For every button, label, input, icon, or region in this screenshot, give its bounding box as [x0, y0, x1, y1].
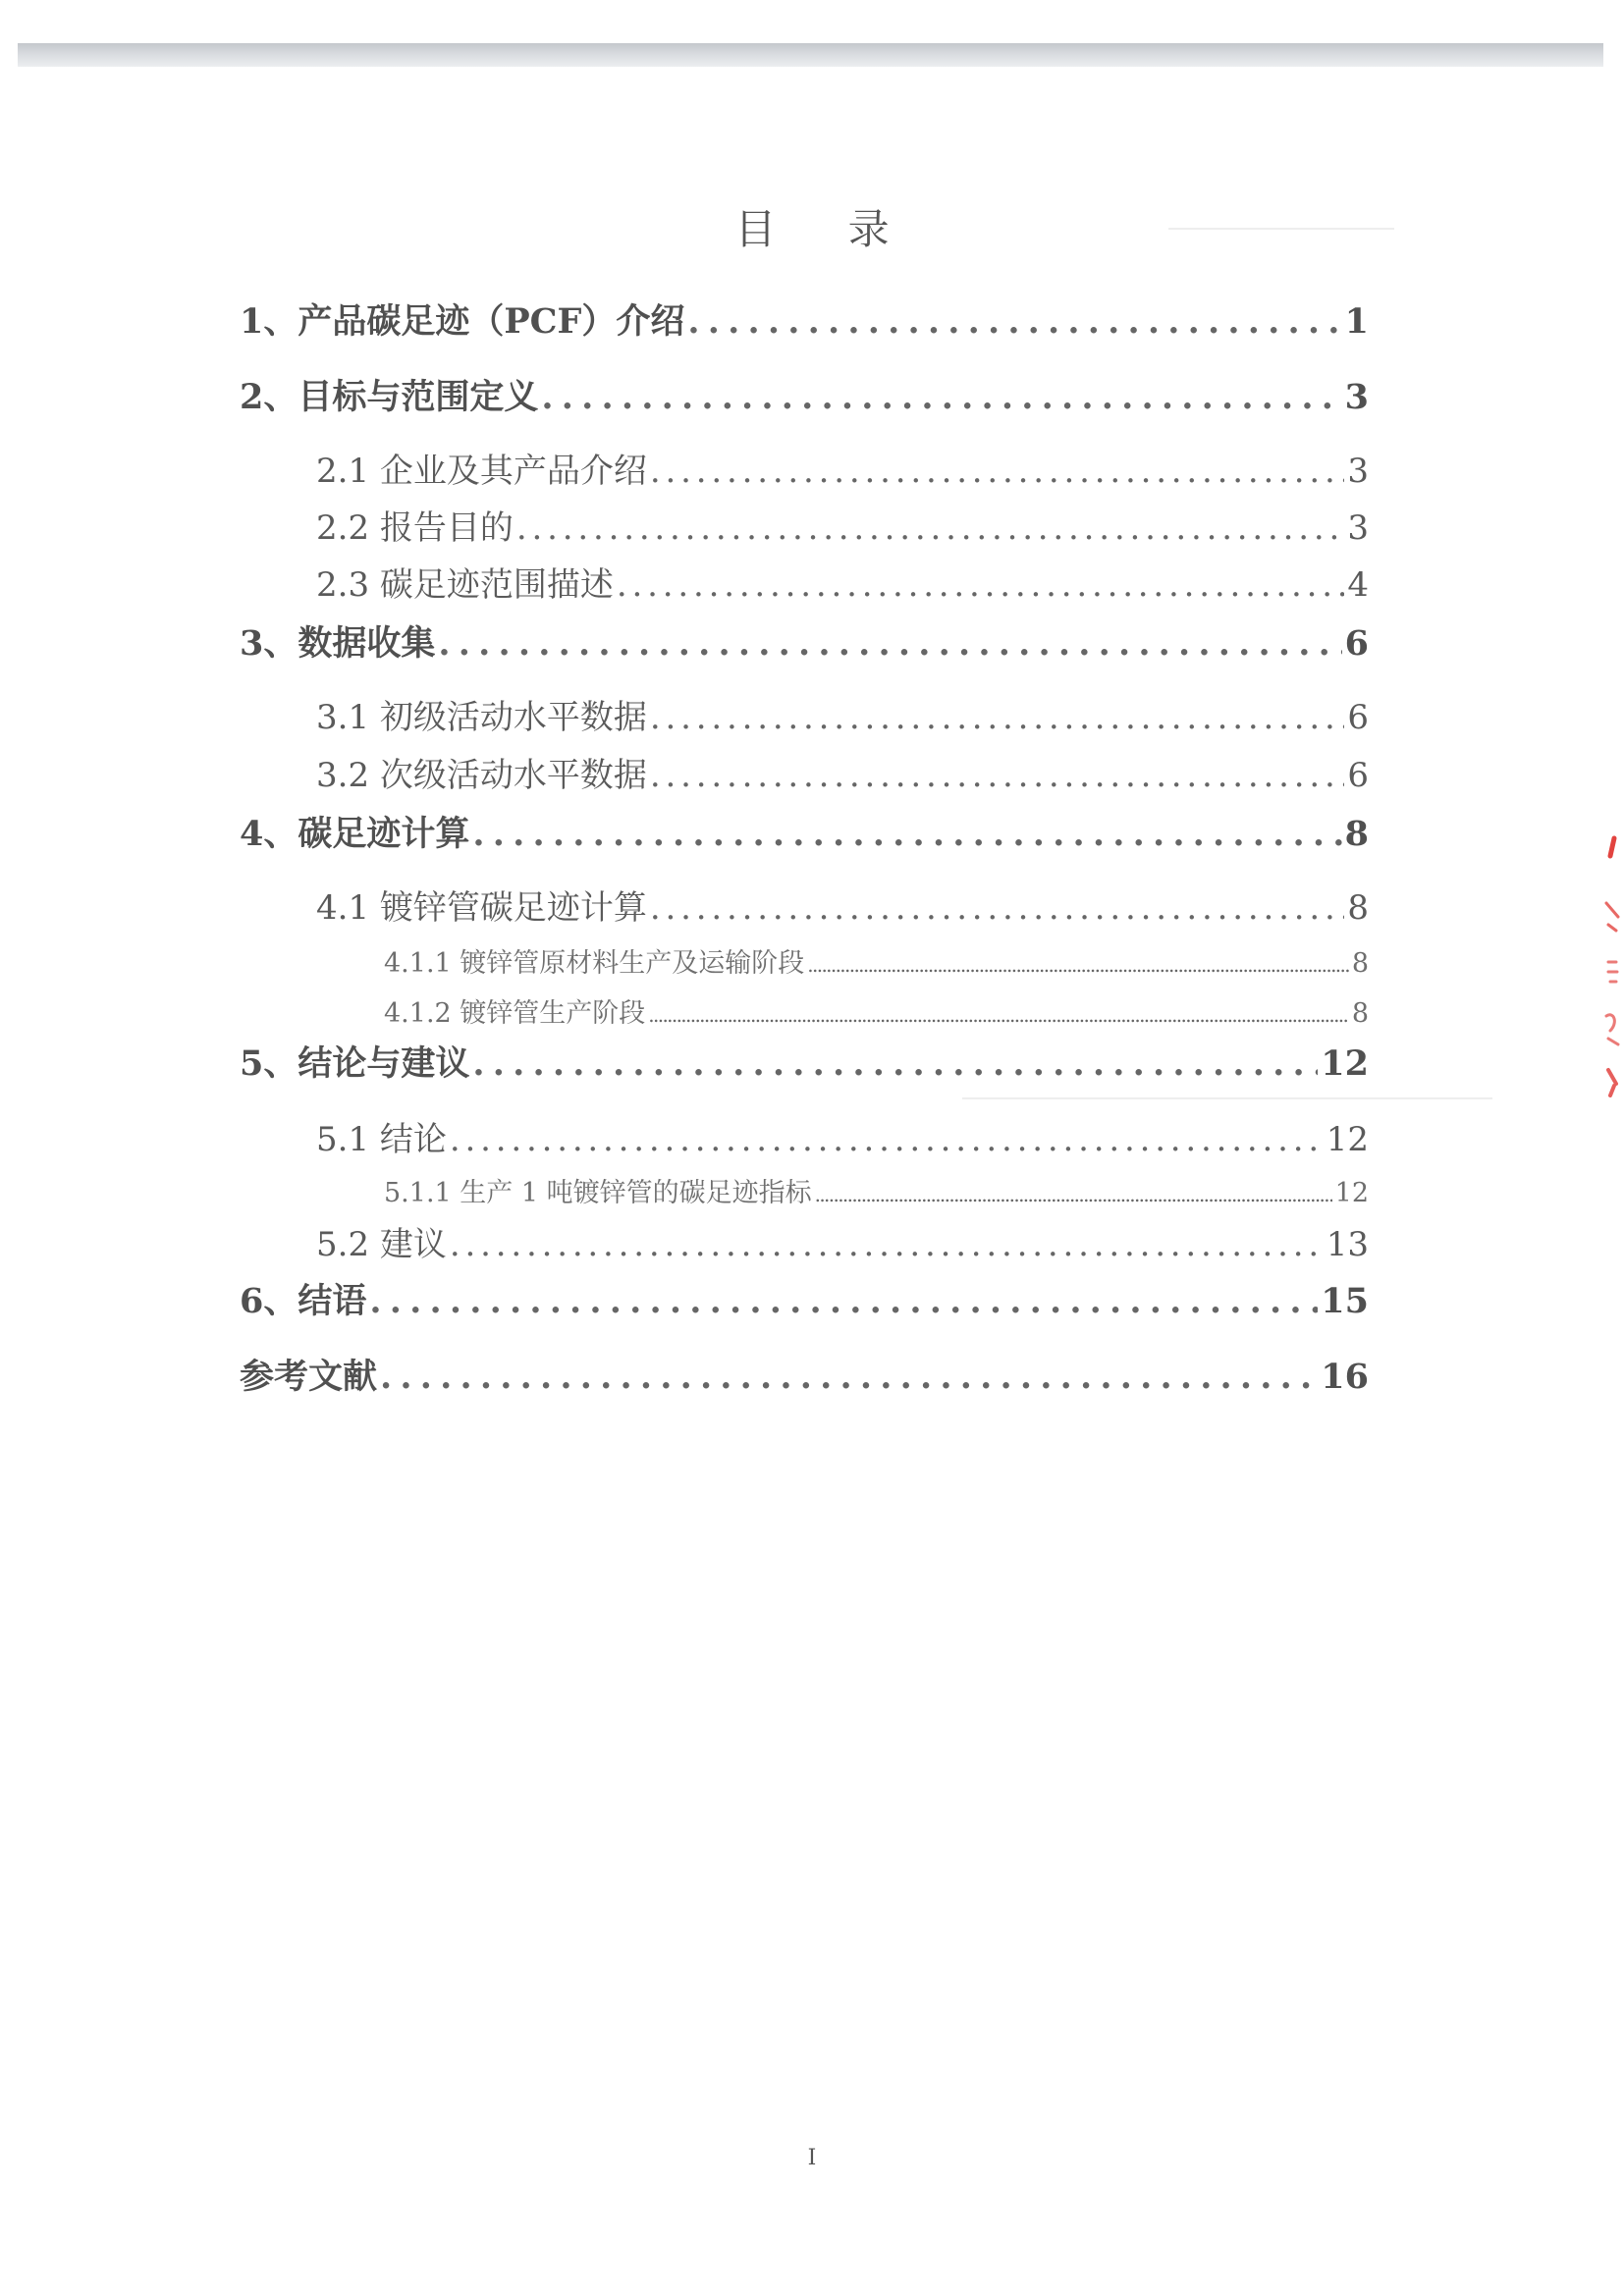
dot-leader: [650, 888, 1344, 928]
toc-entry-2-2[interactable]: [316, 501, 1369, 549]
toc-entry-page: 12: [1326, 1120, 1369, 1159]
toc-entry-5-1[interactable]: [316, 1112, 1369, 1160]
dot-leader: [472, 814, 1341, 854]
toc-entry-label: 4.1.1 镀锌管原材料生产及运输阶段: [384, 948, 805, 979]
toc-entry-page: 3: [1347, 508, 1369, 548]
toc-entry-page: 1: [1344, 301, 1369, 342]
toc-entry-page: 4: [1347, 565, 1369, 605]
dot-leader: [380, 1357, 1318, 1397]
toc-entry-label: 5.1 结论: [316, 1120, 447, 1159]
dot-leader: [472, 1043, 1318, 1084]
toc-entry-label: 2、目标与范围定义: [240, 377, 539, 417]
toc-entry-label: 1、产品碳足迹（PCF）介绍: [240, 301, 685, 342]
toc-entry-label: 2.1 企业及其产品介绍: [316, 452, 647, 491]
toc-entry-label: 2.2 报告目的: [316, 508, 514, 548]
toc-entry-label: 5.1.1 生产 1 吨镀锌管的碳足迹指标: [384, 1178, 812, 1208]
toc-title: 目 录: [734, 205, 919, 253]
toc-entry-page: 6: [1347, 756, 1369, 795]
dot-leader: [516, 508, 1344, 548]
toc-entry-label: 6、结语: [240, 1281, 367, 1321]
toc-entry-label: 3.2 次级活动水平数据: [316, 756, 647, 795]
dot-leader: [450, 1120, 1324, 1159]
toc-entry-label: 5.2 建议: [316, 1225, 447, 1264]
faint-scan-line: [962, 1097, 1492, 1099]
toc-entry-page: 3: [1347, 452, 1369, 491]
dot-leader: [650, 698, 1344, 737]
toc-entry-1[interactable]: [240, 294, 1369, 344]
toc-entry-3[interactable]: [240, 616, 1369, 666]
dot-leader: [648, 998, 1349, 1029]
toc-entry-2-3[interactable]: [316, 558, 1369, 606]
toc-entry-label: 3、数据收集: [240, 623, 436, 664]
toc-entry-4-1-1[interactable]: [384, 941, 1369, 980]
toc-entry-2[interactable]: [240, 370, 1369, 419]
toc-entry-5-1-1[interactable]: [384, 1171, 1369, 1209]
dot-leader: [807, 948, 1349, 979]
red-seal-stamp-fragment: [1585, 834, 1620, 1099]
toc-entry-page: 3: [1344, 377, 1369, 417]
dot-leader: [617, 565, 1344, 605]
toc-entry-2-1[interactable]: [316, 444, 1369, 492]
toc-entry-label: 4、碳足迹计算: [240, 814, 470, 854]
toc-entry-5-2[interactable]: [316, 1217, 1369, 1265]
toc-entry-page: 6: [1347, 698, 1369, 737]
toc-entry-3-2[interactable]: [316, 748, 1369, 796]
toc-entry-page: 8: [1344, 814, 1369, 854]
dot-leader: [438, 623, 1341, 664]
dot-leader: [541, 377, 1341, 417]
toc-entry-label: 5、结论与建议: [240, 1043, 470, 1084]
page-number: I: [807, 2146, 817, 2170]
toc-entry-page: 12: [1321, 1043, 1369, 1084]
toc-entry-page: 13: [1326, 1225, 1369, 1264]
toc-entry-page: 12: [1334, 1178, 1369, 1208]
toc-entry-label: 2.3 碳足迹范围描述: [316, 565, 614, 605]
toc-entry-references[interactable]: [240, 1350, 1369, 1399]
toc-entry-label: 3.1 初级活动水平数据: [316, 698, 647, 737]
toc-entry-page: 8: [1351, 948, 1369, 979]
toc-entry-page: 15: [1321, 1281, 1369, 1321]
toc-entry-page: 16: [1321, 1357, 1369, 1397]
scan-edge-band: [18, 43, 1603, 67]
dot-leader: [815, 1178, 1332, 1208]
toc-entry-3-1[interactable]: [316, 690, 1369, 738]
dot-leader: [650, 756, 1344, 795]
toc-entry-5[interactable]: [240, 1037, 1369, 1086]
dot-leader: [450, 1225, 1324, 1264]
toc-entry-label: 4.1 镀锌管碳足迹计算: [316, 888, 647, 928]
toc-entry-label: 参考文献: [240, 1357, 378, 1397]
toc-entry-4[interactable]: [240, 807, 1369, 856]
toc-entry-4-1-2[interactable]: [384, 991, 1369, 1030]
dot-leader: [369, 1281, 1318, 1321]
toc-entry-4-1[interactable]: [316, 881, 1369, 929]
toc-entry-label: 4.1.2 镀锌管生产阶段: [384, 998, 646, 1029]
toc-entry-page: 6: [1344, 623, 1369, 664]
dot-leader: [687, 301, 1341, 342]
dot-leader: [650, 452, 1344, 491]
toc-entry-6[interactable]: [240, 1274, 1369, 1323]
toc-entry-page: 8: [1351, 998, 1369, 1029]
toc-entry-page: 8: [1347, 888, 1369, 928]
